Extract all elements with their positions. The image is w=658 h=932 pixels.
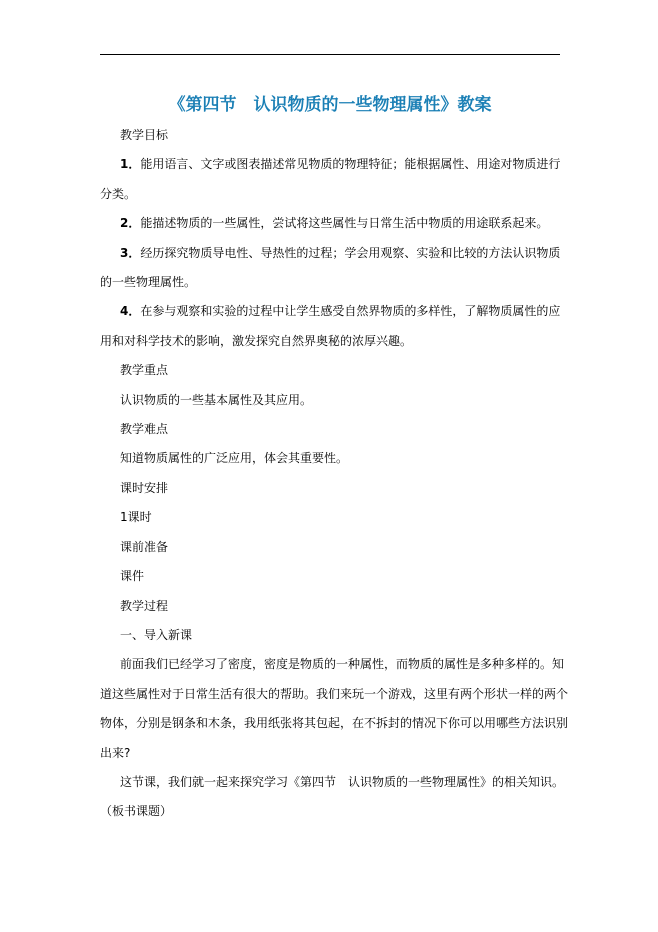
topic-line-2: （板书课题） — [100, 804, 173, 819]
difficulty-heading: 教学难点 — [120, 422, 169, 437]
topic-line-1: 这节课，我们就一起来探究学习《第四节 认识物质的一些物理属性》的相关知识。 — [120, 774, 565, 789]
preparation-text: 课件 — [120, 569, 145, 584]
key-points-text: 认识物质的一些基本属性及其应用。 — [120, 392, 313, 407]
schedule-heading: 课时安排 — [120, 480, 169, 495]
objective-1-line-2: 分类。 — [100, 186, 137, 201]
process-heading: 教学过程 — [120, 598, 169, 613]
difficulty-text: 知道物质属性的广泛应用，体会其重要性。 — [120, 451, 349, 466]
objective-3-number: 3． — [120, 245, 141, 260]
objective-1-number: 1． — [120, 157, 141, 172]
document-title: 《第四节 认识物质的一些物理属性》教案 — [168, 95, 492, 115]
objective-1-line-1 — [100, 150, 560, 179]
objective-1-text: 能用语言、文字或图表描述常见物质的物理特征；能根据属性、用途对物质进行 — [140, 157, 561, 172]
section-1-heading: 一、导入新课 — [120, 627, 193, 642]
preparation-heading: 课前准备 — [120, 539, 169, 554]
objective-3-line-1 — [100, 239, 560, 268]
objectives-heading: 教学目标 — [120, 128, 169, 142]
schedule-text: 1课时 — [120, 510, 152, 525]
objective-3-text: 经历探究物质导电性、导热性的过程；学会用观察、实验和比较的方法认识物质 — [140, 245, 561, 260]
intro-line-3: 物体，分别是钢条和木条，我用纸张将其包起，在不拆封的情况下你可以用哪些方法识别 — [100, 716, 569, 731]
intro-line-4: 出来? — [100, 745, 131, 760]
objective-4-number: 4． — [120, 304, 141, 319]
objective-4-line-2: 用和对科学技术的影响，激发探究自然界奥秘的浓厚兴趣。 — [100, 333, 413, 348]
objective-3-line-2: 的一些物理属性。 — [100, 275, 197, 290]
objective-2-text: 能描述物质的一些属性，尝试将这些属性与日常生活中物质的用途联系起来。 — [140, 216, 549, 231]
document-body — [100, 121, 569, 827]
objective-4-line-1 — [100, 297, 560, 326]
objective-2-number: 2． — [120, 216, 141, 231]
objective-4-text: 在参与观察和实验的过程中让学生感受自然界物质的多样性，了解物质属性的应 — [140, 304, 561, 319]
header-rule — [100, 54, 560, 55]
intro-line-1: 前面我们已经学习了密度，密度是物质的一种属性，而物质的属性是多种多样的。知 — [120, 657, 565, 672]
key-points-heading: 教学重点 — [120, 363, 169, 378]
objective-2 — [100, 209, 560, 238]
intro-line-2: 道这些属性对于日常生活有很大的帮助。我们来玩一个游戏，这里有两个形状一样的两个 — [100, 686, 569, 701]
